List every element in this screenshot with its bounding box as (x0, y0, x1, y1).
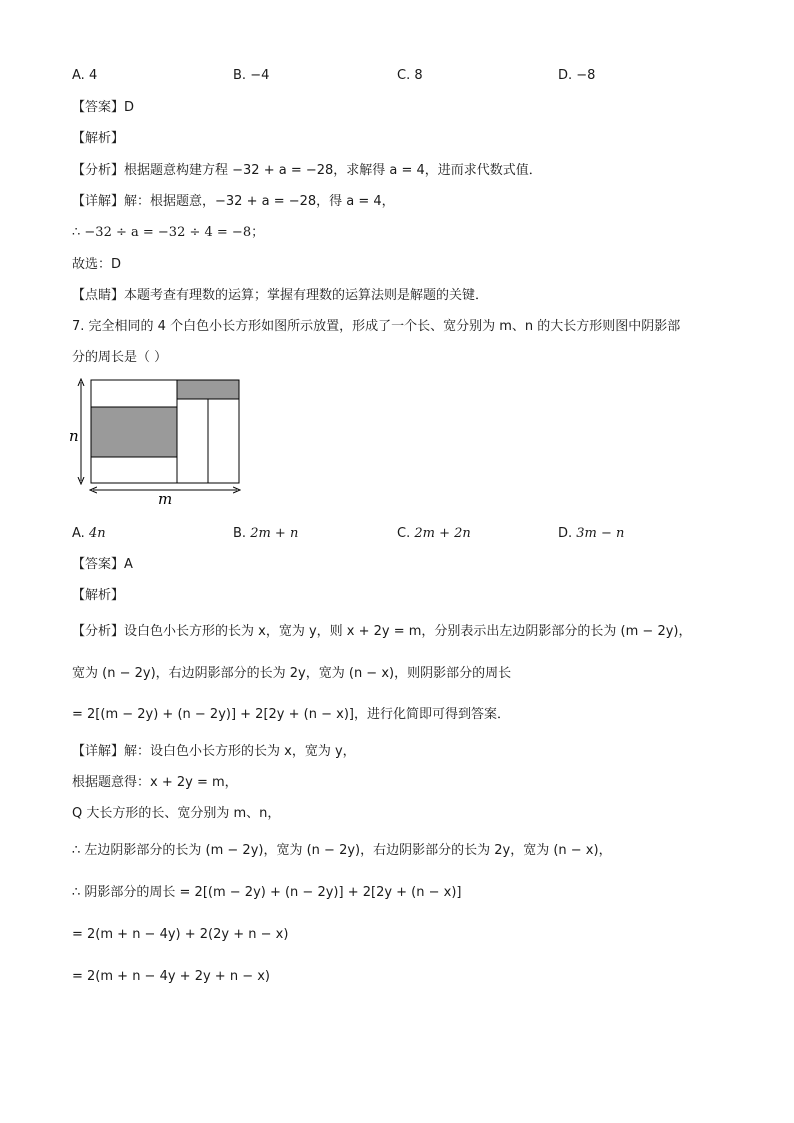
label-n: n (69, 427, 79, 445)
q7-option-d: D. 3m − n (558, 526, 625, 541)
q7-xiangjie-2: 根据题意得：x + 2y = m， (72, 775, 238, 790)
q6-option-d: D. −8 (558, 68, 596, 83)
q6-answer: 【答案】D (72, 100, 135, 115)
q6-fenxi: 【分析】根据题意构建方程 −32 + a = −28，求解得 a = 4，进而求代数式值． (72, 163, 542, 178)
rectangle-figure (66, 375, 246, 510)
right-shaded-region (177, 380, 239, 399)
q7-xiangjie-7: = 2(m + n − 4y + 2y + n − x) (72, 969, 270, 984)
label-m: m (158, 490, 173, 508)
left-shaded-region (91, 407, 177, 457)
q7-option-a: A. 4n (72, 526, 106, 541)
q7-analysis-heading: 【解析】 (72, 588, 125, 603)
q7-xiangjie-1: 【详解】解：设白色小长方形的长为 x，宽为 y， (72, 744, 356, 759)
q6-step: ∴ −32 ÷ a = −32 ÷ 4 = −8； (72, 225, 265, 240)
q7-xiangjie-6: = 2(m + n − 4y) + 2(2y + n − x) (72, 927, 289, 942)
q6-option-c: C. 8 (397, 68, 423, 83)
q7-fenxi-1: 【分析】设白色小长方形的长为 x，宽为 y，则 x + 2y = m，分别表示出左边阴影部分的长为 (m − 2y)， (72, 624, 692, 639)
q6-analysis-heading: 【解析】 (72, 131, 125, 146)
q7-stem-line-2: 分的周长是（ ） (72, 350, 168, 365)
q6-option-a: A. 4 (72, 68, 98, 83)
q7-stem-line-1: 7. 完全相同的 4 个白色小长方形如图所示放置，形成了一个长、宽分别为 m、n 的大长方形则图中阴影部 (72, 319, 681, 334)
q7-option-b: B. 2m + n (233, 526, 299, 541)
q7-fenxi-2: 宽为 (n − 2y)，右边阴影部分的长为 2y，宽为 (n − x)，则阴影部分的周长 (72, 666, 512, 681)
q7-xiangjie-5: ∴ 阴影部分的周长 = 2[(m − 2y) + (n − 2y)] + 2[2y + (n − x)] (72, 885, 462, 900)
q7-fenxi-3: = 2[(m − 2y) + (n − 2y)] + 2[2y + (n − x)]，进行化简即可得到答案． (72, 707, 510, 722)
q7-answer: 【答案】A (72, 557, 133, 572)
q6-option-b: B. −4 (233, 68, 270, 83)
q6-dianjing: 【点睛】本题考查有理数的运算；掌握有理数的运算法则是解题的关键． (72, 288, 489, 303)
q7-option-c: C. 2m + 2n (397, 526, 471, 541)
q6-xiangjie: 【详解】解：根据题意，−32 + a = −28，得 a = 4， (72, 194, 395, 209)
q7-xiangjie-4: ∴ 左边阴影部分的长为 (m − 2y)，宽为 (n − 2y)，右边阴影部分的长为 2y，宽为 (n − x)， (72, 843, 612, 858)
q6-choose: 故选：D (72, 257, 122, 272)
q7-xiangjie-3: Q 大长方形的长、宽分别为 m、n， (72, 806, 281, 821)
